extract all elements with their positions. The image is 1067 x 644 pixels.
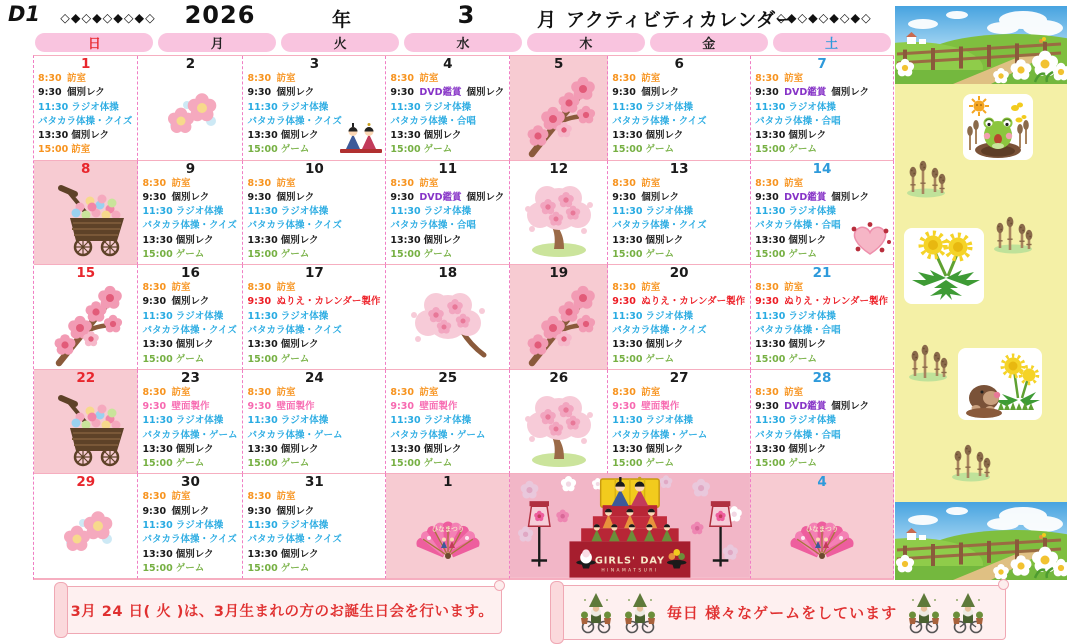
schedule-line: パタカラ体操・合唱 — [755, 219, 893, 233]
schedule-line: 13:30 個別レク — [38, 129, 137, 143]
schedule — [243, 490, 385, 576]
schedule-line: パタカラ体操・合唱 — [755, 429, 893, 443]
day-number: 26 — [510, 370, 607, 386]
schedule-line: 15:00 訪室 — [38, 143, 137, 157]
landscape-top-image — [895, 6, 1067, 84]
schedule-line: 13:30 個別レク — [755, 443, 893, 457]
schedule-line: パタカラ体操・ゲーム — [390, 429, 509, 443]
calendar-cell-26 — [510, 370, 608, 475]
schedule — [608, 177, 750, 263]
day-number: 21 — [751, 265, 893, 281]
day-number: 25 — [386, 370, 509, 386]
schedule — [386, 72, 509, 158]
schedule-line: 11:30 ラジオ体操 — [755, 414, 893, 428]
day-number: 1 — [34, 56, 137, 72]
schedule-line: 15:00 ゲーム — [755, 457, 893, 471]
year-label: 年 — [332, 5, 351, 32]
schedule-line: パタカラ体操・クイズ — [247, 533, 385, 547]
day-number: 1 — [386, 474, 509, 490]
schedule-line: 11:30 ラジオ体操 — [390, 101, 509, 115]
schedule-line: 11:30 ラジオ体操 — [755, 101, 893, 115]
weekday-cell — [647, 31, 770, 53]
schedule-line: 8:30 訪室 — [247, 386, 385, 400]
schedule-line: 15:00 ゲーム — [612, 143, 750, 157]
calendar-cell-18 — [386, 265, 510, 370]
schedule — [608, 281, 750, 367]
schedule-line: 13:30 個別レク — [247, 338, 385, 352]
schedule-line: パタカラ体操・クイズ — [247, 219, 385, 233]
calendar-cell-16 — [138, 265, 243, 370]
calendar-cell-7 — [751, 56, 894, 161]
tsukushi-icon — [990, 206, 1036, 254]
schedule — [751, 72, 893, 158]
calendar-cell-22 — [34, 370, 138, 475]
hina-fan-icon — [386, 488, 509, 578]
schedule-line: 13:30 個別レク — [612, 443, 750, 457]
schedule-line: 11:30 ラジオ体操 — [247, 310, 385, 324]
schedule-line: 9:30 個別レク — [247, 191, 385, 205]
day-number: 30 — [138, 474, 242, 490]
schedule-line: 15:00 ゲーム — [247, 562, 385, 576]
schedule-line: 11:30 ラジオ体操 — [390, 414, 509, 428]
schedule-line: 15:00 ゲーム — [142, 248, 242, 262]
calendar-cell-21 — [751, 265, 894, 370]
schedule-line: 13:30 個別レク — [612, 338, 750, 352]
schedule-line: 8:30 訪室 — [755, 281, 893, 295]
schedule-line: 9:30 壁面製作 — [390, 400, 509, 414]
schedule-line: 8:30 訪室 — [38, 72, 137, 86]
schedule-line: 8:30 訪室 — [390, 386, 509, 400]
schedule-line: 8:30 訪室 — [247, 72, 385, 86]
schedule-line: 9:30 ぬりえ・カレンダー製作 — [612, 295, 750, 309]
schedule — [386, 386, 509, 472]
schedule-line: 11:30 ラジオ体操 — [142, 205, 242, 219]
schedule-line: 15:00 ゲーム — [390, 457, 509, 471]
calendar-cell-25 — [386, 370, 510, 475]
schedule — [243, 177, 385, 263]
schedule-line: 9:30 DVD鑑賞 個別レク — [755, 400, 893, 414]
schedule-line: 11:30 ラジオ体操 — [390, 205, 509, 219]
schedule-line: 11:30 ラジオ体操 — [755, 310, 893, 324]
page-title: アクティビティカレンダー — [566, 5, 795, 32]
weekday-cell — [33, 31, 156, 53]
weekday-row — [33, 31, 893, 53]
schedule — [386, 177, 509, 263]
schedule-line: パタカラ体操・合唱 — [755, 115, 893, 129]
day-number: 27 — [608, 370, 750, 386]
schedule-line: パタカラ体操・クイズ — [247, 115, 385, 129]
calendar-cell-23 — [138, 370, 243, 475]
calendar-cell-29 — [34, 474, 138, 579]
page-code: D1 — [8, 2, 40, 26]
calendar-cell-30 — [138, 474, 243, 579]
weekday-pill: 火 — [281, 33, 399, 52]
schedule-line: 13:30 個別レク — [390, 129, 509, 143]
flower-pair-icon — [34, 488, 137, 578]
schedule-line: パタカラ体操・ゲーム — [247, 429, 385, 443]
schedule-line: 8:30 訪室 — [755, 72, 893, 86]
flower-cart-icon — [34, 384, 137, 474]
year-value: 2026 — [168, 1, 272, 29]
plum-branch-icon — [510, 279, 607, 369]
schedule — [243, 281, 385, 367]
gnome-bicycle-icon — [579, 592, 613, 634]
day-number: 7 — [751, 56, 893, 72]
schedule-line: 9:30 個別レク — [247, 505, 385, 519]
schedule-line: 8:30 訪室 — [755, 386, 893, 400]
schedule-line: 8:30 訪室 — [247, 281, 385, 295]
schedule-line: パタカラ体操・クイズ — [612, 324, 750, 338]
tsukushi-icon — [905, 334, 951, 382]
games-banner — [558, 585, 1006, 640]
schedule-line: 8:30 訪室 — [390, 177, 509, 191]
schedule-line: 9:30 個別レク — [247, 86, 385, 100]
schedule-line: 8:30 訪室 — [612, 386, 750, 400]
calendar-cell-13 — [608, 161, 751, 266]
calendar-cell-14 — [751, 161, 894, 266]
schedule-line: 13:30 個別レク — [142, 548, 242, 562]
schedule-line: 9:30 壁面製作 — [612, 400, 750, 414]
schedule-line: 9:30 壁面製作 — [247, 400, 385, 414]
schedule-line: 15:00 ゲーム — [247, 248, 385, 262]
day-number: 6 — [608, 56, 750, 72]
day-number: 9 — [138, 161, 242, 177]
schedule-line: 11:30 ラジオ体操 — [38, 101, 137, 115]
calendar-cell-20 — [608, 265, 751, 370]
schedule-line: 11:30 ラジオ体操 — [612, 414, 750, 428]
weekday-cell — [156, 31, 279, 53]
schedule-line: パタカラ体操・クイズ — [142, 533, 242, 547]
schedule-line: 8:30 訪室 — [755, 177, 893, 191]
schedule-line: 13:30 個別レク — [755, 338, 893, 352]
calendar-cell-2 — [138, 56, 243, 161]
calendar-cell-10 — [243, 161, 386, 266]
day-number: 15 — [34, 265, 137, 281]
schedule-line: パタカラ体操・合唱 — [390, 115, 509, 129]
day-number: 20 — [608, 265, 750, 281]
schedule-line: 11:30 ラジオ体操 — [247, 101, 385, 115]
day-number: 28 — [751, 370, 893, 386]
hina-fan-icon — [751, 488, 893, 578]
schedule — [243, 386, 385, 472]
schedule-line: 15:00 ゲーム — [612, 457, 750, 471]
schedule-line: 13:30 個別レク — [142, 443, 242, 457]
schedule-line: 15:00 ゲーム — [390, 143, 509, 157]
calendar-cell-1 — [34, 56, 138, 161]
flower-cart-icon — [34, 175, 137, 265]
schedule-line: 13:30 個別レク — [247, 234, 385, 248]
day-number: 12 — [510, 161, 607, 177]
calendar-cell-8 — [34, 161, 138, 266]
schedule — [138, 490, 242, 576]
schedule-line: 11:30 ラジオ体操 — [612, 205, 750, 219]
weekday-pill: 土 — [773, 33, 891, 52]
schedule-line: 8:30 訪室 — [612, 72, 750, 86]
tsukushi-icon — [948, 434, 994, 482]
schedule — [751, 386, 893, 472]
plum-branch-icon — [510, 70, 607, 160]
day-number: 8 — [34, 161, 137, 177]
svg-text:ひなまつり: ひなまつり — [432, 524, 465, 533]
day-number: 23 — [138, 370, 242, 386]
flower-pair-icon — [138, 70, 242, 160]
weekday-pill: 木 — [527, 33, 645, 52]
weekday-pill: 月 — [158, 33, 276, 52]
day-number: 16 — [138, 265, 242, 281]
schedule-line: 8:30 訪室 — [142, 490, 242, 504]
schedule-line: 9:30 個別レク — [142, 191, 242, 205]
schedule-line: 11:30 ラジオ体操 — [142, 414, 242, 428]
weekday-pill: 日 — [35, 33, 153, 52]
frog-in-hole-icon — [963, 94, 1033, 160]
calendar-cell-5 — [510, 56, 608, 161]
schedule-line: 9:30 個別レク — [142, 295, 242, 309]
schedule-line: パタカラ体操・ゲーム — [612, 429, 750, 443]
schedule-line: 11:30 ラジオ体操 — [142, 519, 242, 533]
schedule-line: 13:30 個別レク — [612, 234, 750, 248]
schedule-line: パタカラ体操・合唱 — [755, 324, 893, 338]
schedule-line: 9:30 DVD鑑賞 個別レク — [390, 191, 509, 205]
month-value: 3 — [446, 1, 486, 29]
calendar-cell-19 — [510, 265, 608, 370]
gnome-bicycle-icon — [907, 592, 941, 634]
tsukushi-icon — [903, 150, 949, 198]
schedule — [34, 72, 137, 158]
schedule-line: 9:30 ぬりえ・カレンダー製作 — [755, 295, 893, 309]
schedule-line: 15:00 ゲーム — [755, 248, 893, 262]
decor-right: ◇◆◇◆◇◆◇◆◇ — [764, 10, 884, 25]
day-number: 31 — [243, 474, 385, 490]
schedule — [138, 386, 242, 472]
calendar-cell-27 — [608, 370, 751, 475]
day-number: 14 — [751, 161, 893, 177]
calendar-cell-6 — [608, 56, 751, 161]
schedule-line: 11:30 ラジオ体操 — [612, 101, 750, 115]
day-number: 17 — [243, 265, 385, 281]
schedule — [608, 72, 750, 158]
schedule-line: パタカラ体操・クイズ — [38, 115, 137, 129]
schedule-line: 13:30 個別レク — [247, 129, 385, 143]
games-note: 毎日 様々なゲームをしています — [667, 602, 897, 623]
day-number: 11 — [386, 161, 509, 177]
white-day-heart-icon — [849, 222, 891, 262]
schedule-line: パタカラ体操・クイズ — [612, 115, 750, 129]
cherry-blossom-cluster-icon — [386, 279, 509, 369]
schedule-line: 11:30 ラジオ体操 — [247, 414, 385, 428]
schedule-line: 13:30 個別レク — [142, 338, 242, 352]
calendar-cell-28 — [751, 370, 894, 475]
schedule-line: 9:30 DVD鑑賞 個別レク — [755, 86, 893, 100]
schedule-line: 15:00 ゲーム — [142, 457, 242, 471]
schedule-line: 15:00 ゲーム — [142, 562, 242, 576]
calendar-grid — [33, 55, 894, 580]
schedule-line: パタカラ体操・クイズ — [247, 324, 385, 338]
schedule — [138, 281, 242, 367]
schedule-line: 9:30 個別レク — [612, 191, 750, 205]
schedule-line: 13:30 個別レク — [142, 234, 242, 248]
day-number: 4 — [386, 56, 509, 72]
mole-dandelion-icon — [958, 348, 1042, 420]
calendar-cell-3 — [243, 56, 386, 161]
schedule-line: 8:30 訪室 — [612, 281, 750, 295]
gnome-bicycle-icon — [623, 592, 657, 634]
calendar-cell-4 — [751, 474, 894, 579]
schedule-line: 11:30 ラジオ体操 — [247, 205, 385, 219]
schedule-line: 15:00 ゲーム — [247, 457, 385, 471]
schedule-line: 8:30 訪室 — [142, 281, 242, 295]
schedule-line: 13:30 個別レク — [755, 234, 893, 248]
day-number: 5 — [510, 56, 607, 72]
schedule-line: 11:30 ラジオ体操 — [612, 310, 750, 324]
schedule-line: 8:30 訪室 — [247, 490, 385, 504]
day-number: 19 — [510, 265, 607, 281]
hina-display-icon — [510, 474, 750, 578]
day-number: 24 — [243, 370, 385, 386]
schedule-line: 8:30 訪室 — [142, 177, 242, 191]
schedule-line: 8:30 訪室 — [390, 72, 509, 86]
schedule-line: 8:30 訪室 — [612, 177, 750, 191]
schedule-line: 9:30 壁面製作 — [142, 400, 242, 414]
day-number: 22 — [34, 370, 137, 386]
plum-branch-icon — [34, 279, 137, 369]
calendar-cell-31 — [243, 474, 386, 579]
hina-dolls-small-icon — [339, 121, 383, 158]
schedule-line: 13:30 個別レク — [390, 234, 509, 248]
day-number: 29 — [34, 474, 137, 490]
schedule-line: パタカラ体操・ゲーム — [142, 429, 242, 443]
month-label: 月 — [537, 5, 556, 32]
weekday-cell — [524, 31, 647, 53]
weekday-cell — [402, 31, 525, 53]
svg-text:GIRLS' DAY: GIRLS' DAY — [595, 556, 665, 567]
schedule-line: 15:00 ゲーム — [612, 353, 750, 367]
calendar-cell-24 — [243, 370, 386, 475]
gnome-bicycle-icon — [951, 592, 985, 634]
calendar-cell — [510, 474, 751, 579]
weekday-cell — [770, 31, 893, 53]
decor-left: ◇◆◇◆◇◆◇◆◇ — [50, 10, 166, 25]
schedule-line: 9:30 DVD鑑賞 個別レク — [390, 86, 509, 100]
day-number: 3 — [243, 56, 385, 72]
schedule-line: 11:30 ラジオ体操 — [755, 205, 893, 219]
weekday-pill: 金 — [650, 33, 768, 52]
weekday-pill: 水 — [404, 33, 522, 52]
schedule-line: 8:30 訪室 — [247, 177, 385, 191]
schedule-line: 15:00 ゲーム — [612, 248, 750, 262]
schedule-line: 9:30 DVD鑑賞 個別レク — [755, 191, 893, 205]
schedule-line: 15:00 ゲーム — [247, 353, 385, 367]
schedule-line: パタカラ体操・クイズ — [142, 324, 242, 338]
svg-text:ひなまつり: ひなまつり — [806, 524, 839, 533]
schedule-line: 11:30 ラジオ体操 — [142, 310, 242, 324]
calendar-cell-15 — [34, 265, 138, 370]
calendar-header — [0, 0, 893, 32]
schedule-line: 15:00 ゲーム — [390, 248, 509, 262]
schedule-line: 13:30 個別レク — [247, 443, 385, 457]
schedule-line: 15:00 ゲーム — [247, 143, 385, 157]
calendar-cell-1 — [386, 474, 510, 579]
calendar-cell-17 — [243, 265, 386, 370]
schedule-line: 15:00 ゲーム — [755, 353, 893, 367]
calendar-cell-11 — [386, 161, 510, 266]
schedule-line: 9:30 個別レク — [38, 86, 137, 100]
calendar-cell-4 — [386, 56, 510, 161]
schedule-line: 13:30 個別レク — [612, 129, 750, 143]
calendar-cell-12 — [510, 161, 608, 266]
day-number: 2 — [138, 56, 242, 72]
schedule-line: パタカラ体操・クイズ — [142, 219, 242, 233]
schedule-line: 13:30 個別レク — [247, 548, 385, 562]
schedule — [751, 281, 893, 367]
birthday-banner — [62, 586, 502, 634]
schedule-line: パタカラ体操・合唱 — [390, 219, 509, 233]
dandelion-icon — [904, 228, 984, 304]
schedule-line: 15:00 ゲーム — [142, 353, 242, 367]
schedule — [608, 386, 750, 472]
weekday-cell — [279, 31, 402, 53]
cherry-tree-icon — [510, 384, 607, 474]
schedule — [138, 177, 242, 263]
cherry-tree-icon — [510, 175, 607, 265]
day-number: 18 — [386, 265, 509, 281]
schedule-line: 13:30 個別レク — [390, 443, 509, 457]
schedule-line: 9:30 個別レク — [612, 86, 750, 100]
day-number: 13 — [608, 161, 750, 177]
landscape-bottom-image — [895, 502, 1067, 580]
schedule-line: 13:30 個別レク — [755, 129, 893, 143]
birthday-note: 3月 24 日( 火 )は、3月生まれの方のお誕生日会を行います。 — [71, 600, 494, 621]
schedule-line: 8:30 訪室 — [142, 386, 242, 400]
schedule-line: 9:30 個別レク — [142, 505, 242, 519]
calendar-cell-9 — [138, 161, 243, 266]
schedule-line: 9:30 ぬりえ・カレンダー製作 — [247, 295, 385, 309]
day-number: 4 — [751, 474, 893, 490]
schedule-line: 15:00 ゲーム — [755, 143, 893, 157]
schedule-line: 11:30 ラジオ体操 — [247, 519, 385, 533]
day-number: 10 — [243, 161, 385, 177]
svg-text:HINAMATSURI: HINAMATSURI — [602, 568, 659, 574]
schedule-line: パタカラ体操・クイズ — [612, 219, 750, 233]
